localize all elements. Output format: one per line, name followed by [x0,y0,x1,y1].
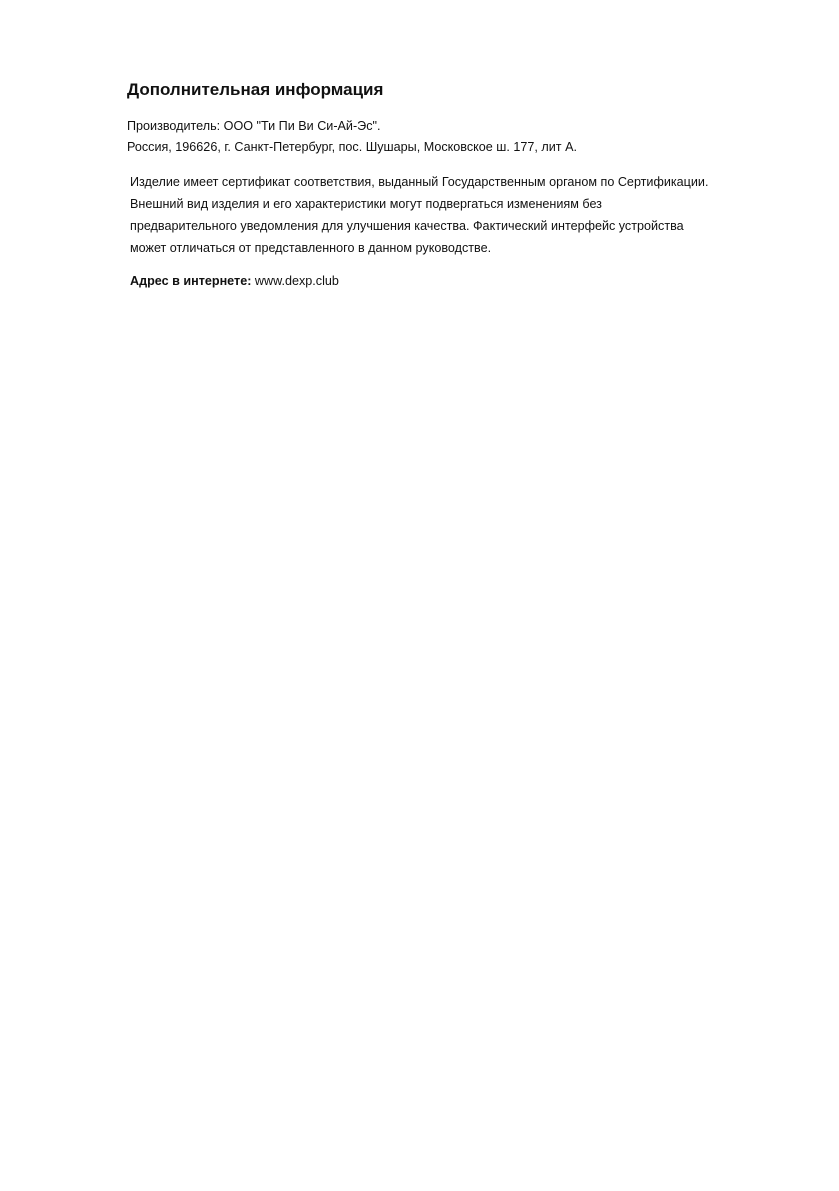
web-address-label: Адрес в интернете: [130,274,252,288]
manufacturer-line: Производитель: ООО "Ти Пи Ви Си-Ай-Эс". [127,119,381,133]
web-address [130,270,339,292]
manufacturer-address: Россия, 196626, г. Санкт-Петербург, пос. Шушары, Московское ш. 177, лит А. [127,140,577,154]
certificate-line: Изделие имеет сертификат соответствия, выданный Государственным органом по Сертификации. [130,175,709,189]
certificate-line: Внешний вид изделия и его характеристики могут подвергаться изменениям без [130,197,602,211]
certificate-line: может отличаться от представленного в данном руководстве. [130,241,492,255]
web-address-url[interactable]: www.dexp.club [254,274,339,288]
certificate-paragraph [130,171,708,259]
section-title: Дополнительная информация [127,80,384,99]
manufacturer-info [127,116,577,158]
certificate-line: предварительного уведомления для улучшения качества. Фактический интерфейс устройства [130,219,684,233]
